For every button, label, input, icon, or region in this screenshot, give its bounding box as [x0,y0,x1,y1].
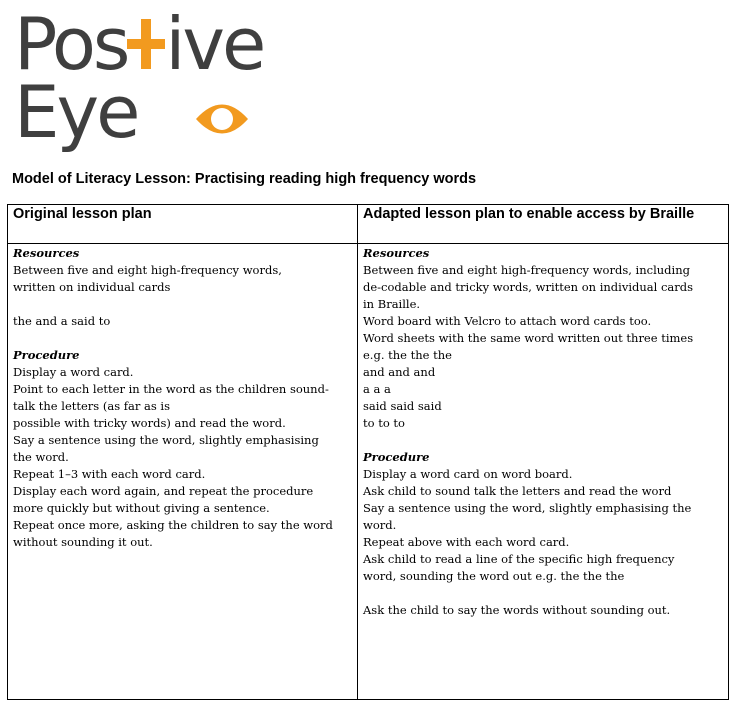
list-item: Say a sentence using the word, slightly emphasising [13,433,319,447]
list-item: and and and [363,365,436,379]
list-item: Repeat once more, asking the children to say the word [13,518,333,532]
list-item: Ask the child to say the words without sounding out. [363,603,671,617]
resources-heading: Resources [13,246,80,260]
list-item: Repeat above with each word card. [363,535,570,549]
spacer [363,585,723,602]
list-item: the and a said to [13,314,111,328]
list-item: Word sheets with the same word written out three times [363,331,694,345]
list-item: in Braille. [363,297,421,311]
list-item: Word board with Velcro to attach word cards too. [363,314,652,328]
list-item: Display a word card on word board. [363,467,573,481]
positive-eye-logo [14,4,374,154]
list-item: said said said [363,399,442,413]
logo-text-part: ive [165,2,264,86]
list-item: word, sounding the word out e.g. the the the [363,569,625,583]
logo-text-eye: Eye [14,70,138,154]
spacer [13,296,352,313]
list-item: talk the letters (as far as is [13,399,171,413]
list-item: de-codable and tricky words, written on individual cards [363,280,694,294]
list-item: e.g. the the the [363,348,452,362]
list-item: Between five and eight high-frequency words, including [363,263,690,277]
list-item: word. [363,518,397,532]
list-item: Display a word card. [13,365,134,379]
lesson-plan-table [7,204,729,700]
spacer [363,432,723,449]
original-plan-cell [8,244,358,700]
procedure-heading: Procedure [363,450,430,464]
list-item: Ask child to sound talk the letters and read the word [363,484,672,498]
procedure-heading: Procedure [13,348,80,362]
list-item: possible with tricky words) and read the word. [13,416,286,430]
list-item: Ask child to read a line of the specific high frequency [363,552,675,566]
list-item: the word. [13,450,69,464]
document-title: Model of Literacy Lesson: Practising reading high frequency words [12,171,477,187]
table-body-row [8,244,729,700]
spacer [13,330,352,347]
adapted-plan-cell [358,244,729,700]
logo-text-part: Pos [14,2,128,86]
list-item: without sounding it out. [13,535,153,549]
eye-icon [192,94,252,144]
list-item: Say a sentence using the word, slightly emphasising the [363,501,692,515]
list-item: written on individual cards [13,280,171,294]
list-item: more quickly but without giving a sentence. [13,501,270,515]
original-plan-header: Original lesson plan [8,205,358,244]
list-item: Repeat 1–3 with each word card. [13,467,206,481]
resources-heading: Resources [363,246,430,260]
list-item: a a a [363,382,391,396]
plus-icon [127,19,165,69]
list-item: to to to [363,416,405,430]
table-header-row [8,205,729,244]
list-item: Point to each letter in the word as the children sound- [13,382,329,396]
list-item: Between five and eight high-frequency words, [13,263,282,277]
adapted-plan-header: Adapted lesson plan to enable access by Braille [358,205,729,244]
list-item: Display each word again, and repeat the procedure [13,484,314,498]
